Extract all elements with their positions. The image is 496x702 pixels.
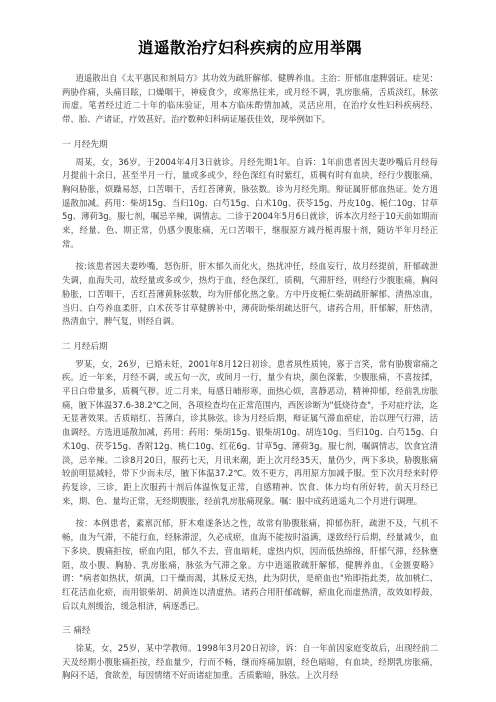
spacer (62, 251, 438, 260)
case-paragraph-1: 周某，女，36岁，于2004年4月3日就诊。月经先期1年。自诉：1年前患者因夫妻吵嘴后月经每月提前十余日，甚至半月一行，量或多或少，经色深红有时紫红，质稠有时有血块，经行少腹胀痛，胸闷胁胀，烦躁易怒，口苦咽干，舌红苔薄黄，脉弦数。诊为月经先期。辩证属肝郁血热证。处方逍遥散加减。药用：柴胡15g、当归10g、白芍15g、白术10g、茯苓15g、丹皮10g、栀仁10g、甘草5g、薄荷3g。服七剂，嘱忌辛辣，调情志。二诊于2004年5月6日就诊，诉本次月经于10天前如期而来，经量、色、期正常，仍感少腹胀痛，无口苦咽干，继服原方减丹栀再服十剂，随访半年月经正常。 (62, 156, 438, 249)
section-heading-2: 二 月经后期 (62, 341, 108, 352)
commentary-paragraph-1: 按:该患者因夫妻吵嘴，怒伤肝，肝木郁久而化火，热扰冲任，经血妄行，故月经提前，肝郁疏泄失调，血海失司，故经量或多或少，热灼于血，经色深红，质稠，气滞肝经，则经行少腹胀痛，胸闷胁胀，口苦咽干，舌红苔薄黄脉弦数，均为肝郁化热之象。方中丹皮栀仁柴胡疏肝解郁、清热凉血，当归、白芍养血柔肝，白术茯苓甘草健脾补中，薄荷助柴胡疏达肝气，诸药合用，肝郁解，肝热清，热清血宁，脾气复，则经自调。 (62, 261, 438, 327)
case-paragraph-3: 徐某，女，25岁，某中学教师。1998年3月20日初诊，诉：自一年前因家庭变故后，出现经前二天及经期小腹胀痛拒按，经血量少，行而不畅，继而疼痛加剧，经色暗暗，有血块，经期乳房胀痛，胸闷不适，食欲差，每因情绪不好而诸症加重。舌质紫暗，脉弦。上次月经 (62, 643, 438, 681)
spacer (62, 127, 438, 136)
spacer (62, 613, 438, 622)
case-paragraph-2: 罗某，女，26岁，已婚未妊，2001年8月12日初诊。患者夙性质钝，寡于言笑，常有胁腹窜痛之疾。近一年来，月经不调，或五旬一次，或间月一行，量少有块，颜色深紫，少腹胀痛，不喜按揉，平日白带量多，质稠气秽。近二月来，每感日晡形寒，面热心烦，喜静恶动，精神抑郁，经前乳房胀痛，腋下体温37.6-38.2℃之间，各项检查均在正常范围内，西医诊断为"低烧待查"，予对症疗法，迄无显著效果。舌质暗红、苔薄白，诊其脉弦。诊为月经后期，辩证属气滞血瘀症，治以理气行滞，活血调经。方选逍遥散加减，药用：药用：柴胡15g、银柴胡10g、胡连10g、当归10g、白芍15g、白术10g、茯苓15g、香附12g、桃仁10g、红花6g、甘草5g、薄荷3g。服七剂，嘱调情志，饮食宜清淡，忌辛辣。二诊8月20日，服药七天，月讯来潮，距上次月经35天，量仍少，两下多块，胁腹胀痛较前明显减轻，带下少而未尽，腋下体温37.2℃。效不更方，再用原方加减予服。至下次月经来时停药复诊，三诊，距上次服药十剂后体温恢复正常，自感精神、饮食、体力均有所好转，前天月经已来，期、色、量均正常，无经期腹胀，经前乳房胀痛现象。嘱：服中成药逍遥丸二个月进行调理。 (62, 358, 438, 506)
section-heading-1: 一 月经先期 (62, 139, 108, 150)
spacer (62, 329, 438, 338)
section-heading-3: 三 痛经 (62, 626, 91, 637)
intro-paragraph: 逍遥散出自《太平惠民和剂局方》其功效为疏肝解郁、健脾养血。主治：肝郁血虚脾弱证。症见：两胁作痛，头痛目眩，口燥咽干，神疲食少，或寒热往来，或月经不调，乳房胀痛，舌质淡红，脉弦而虚。笔者经过近二十年的临床验证，用本方临床酌情加减，灵活应用，在治疗女性妇科疾病经、带、胎、产诸证，疗效甚好。治疗数种妇科病证屡获佳效，现举例如下。 (62, 73, 438, 125)
spacer (62, 508, 438, 517)
commentary-paragraph-2: 按：本例患者，素禀沉郁，肝木难遂条达之性，故常有胁腹胀痛，抑郁伤肝，疏泄不及，气机不畅，血为气滞，不能行血，经脉滞涩，久必成瘀，血海不能按时溢满，遂致经行后期，经量减少，血下多块，腹痛拒按，瘀血内阻，郁久不去，营血暗耗，虚热内炽，因而低热绵绵，肝郁气滞，经脉壅阻，故小腹、胸胁、乳房胀痛，脉弦为气滞之象。方中逍遥散疏肝解郁，健脾养血，《金匮要略》谓："病者如热状，烦满，口干燥而渴，其脉反无热，此为阴伏，是瘀血也"殆即指此类，故加桃仁、红花活血化瘀，而用银柴胡、胡黄连以清虚热。诸药合用肝郁疏解，瘀血化而虚热清，故效如桴鼓，后以丸剂缓治，缓急相济，病逐悉已。 (62, 518, 438, 611)
document-title: 逍遥散治疗妇科疾病的应用举隅 (137, 39, 362, 57)
